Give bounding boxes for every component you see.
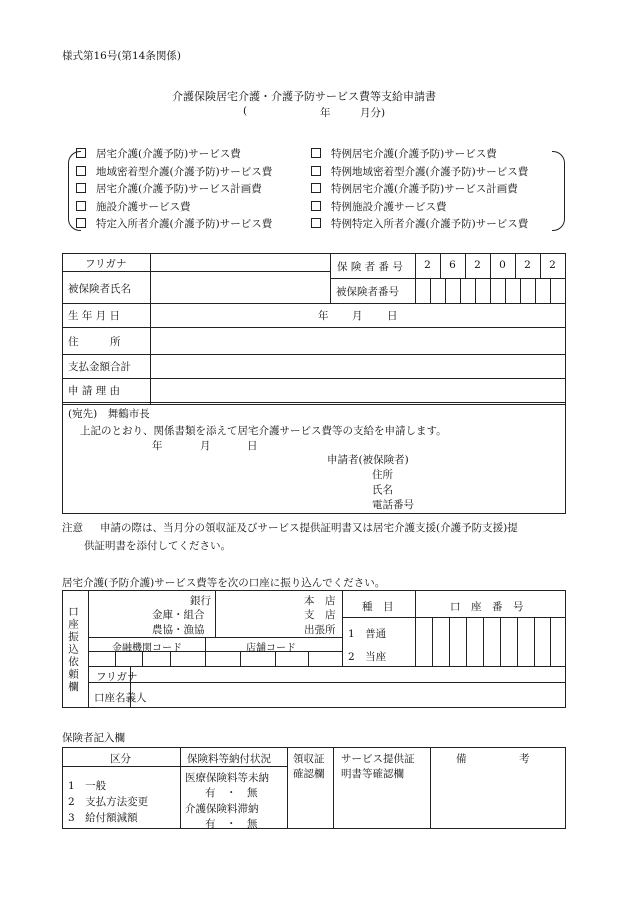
medical-unpaid: 医療保険料等未納 [185, 772, 269, 784]
date-month: 月 [200, 440, 211, 452]
service-checkbox-item[interactable] [311, 146, 497, 161]
applicant-phone: 電話番号 [372, 499, 414, 511]
service-checkbox-item[interactable] [311, 164, 528, 179]
branch-shucchosho: 出張所 [304, 624, 336, 636]
service-label: 地域密着型介護(介護予防)サービス費 [96, 165, 273, 178]
furigana-label: フリガナ [85, 258, 127, 270]
insurer-digit: 2 [474, 259, 481, 271]
bank-side-label: 口座振込依頼欄 [67, 606, 79, 694]
insurer-digit: 6 [449, 259, 456, 271]
service-label: 特例施設介護サービス費 [331, 200, 447, 213]
bank-type-kinko: 金庫・組合 [152, 609, 205, 621]
insurer-number-label: 保 険 者 番 号 [337, 261, 403, 273]
date-day: 日 [247, 440, 258, 452]
bank-type-bank: 銀行 [190, 595, 211, 607]
note-line1: 申請の際は、当月分の領収証及びサービス提供証明書又は居宅介護支援(介護予防支援)提 [100, 522, 518, 534]
insurer-digit: 2 [524, 259, 531, 271]
branch-code-label: 店舗コード [246, 643, 296, 654]
service-check-2: 明書等確認欄 [341, 768, 404, 780]
service-label: 居宅介護(介護予防)サービス計画費 [96, 183, 262, 195]
right-brace [552, 151, 565, 231]
care-options: 有 ・ 無 [205, 818, 258, 830]
checkbox-icon[interactable] [311, 148, 321, 158]
checkbox-icon[interactable] [76, 218, 86, 228]
total-label: 支払金額合計 [68, 361, 131, 373]
checkbox-icon[interactable] [76, 166, 86, 176]
service-checkbox-item[interactable] [311, 181, 518, 196]
checkbox-icon[interactable] [311, 201, 321, 211]
service-checkbox-item[interactable] [311, 216, 528, 231]
kubun-item-1: 1 一般 [68, 780, 107, 792]
medical-options: 有 ・ 無 [205, 787, 258, 799]
form-title: 介護保険居宅介護・介護予防サービス費等支給申請書 [172, 90, 436, 103]
bank-type-nokyo: 農協・漁協 [152, 624, 205, 636]
service-checkbox-item[interactable] [311, 199, 447, 214]
period-year: 年 [320, 107, 331, 119]
kind-futsu: 1 普通 [348, 628, 387, 640]
kubun-header: 区分 [110, 753, 131, 765]
reason-label: 申 請 理 由 [68, 385, 121, 397]
birth-day: 日 [387, 310, 398, 322]
bank-code-label: 金融機関コード [112, 643, 182, 654]
address-label: 住 所 [68, 336, 121, 348]
receipt-check-2: 確認欄 [293, 768, 325, 780]
insurer-digit: 2 [549, 259, 556, 271]
care-unpaid: 介護保険料滞納 [185, 803, 259, 815]
account-holder-label: 口座名義人 [94, 692, 147, 704]
service-label: 施設介護サービス費 [96, 200, 191, 213]
branch-shiten: 支 店 [304, 609, 336, 621]
checkbox-icon[interactable] [76, 201, 86, 211]
insurer-digit: 0 [499, 259, 506, 271]
birth-year: 年 [318, 310, 329, 322]
insurer-digit: 2 [424, 259, 431, 271]
service-label: 特例居宅介護(介護予防)サービス費 [331, 148, 497, 160]
service-checkbox-item[interactable] [76, 146, 241, 161]
account-number-label: 口 座 番 号 [450, 601, 524, 613]
bank-intro: 居宅介護(予防介護)サービス費等を次の口座に振り込んでください。 [62, 577, 386, 589]
service-label: 特定入所者介護(介護予防)サービス費 [96, 218, 273, 230]
checkbox-icon[interactable] [76, 183, 86, 193]
date-year: 年 [152, 440, 163, 452]
birth-month: 月 [352, 310, 363, 322]
service-label: 特例地域密着型介護(介護予防)サービス費 [331, 165, 529, 178]
service-checkbox-item[interactable] [76, 199, 191, 214]
bank-furigana-label: フリガナ [96, 671, 138, 683]
service-checkbox-item[interactable] [76, 164, 272, 179]
service-label: 居宅介護(介護予防)サービス費 [96, 148, 241, 160]
checkbox-icon[interactable] [311, 183, 321, 193]
service-checkbox-item[interactable] [76, 181, 262, 196]
payment-status-header: 保険料等納付状況 [187, 753, 271, 765]
note-label: 注意 [62, 522, 83, 534]
applicant-name: 氏名 [372, 484, 393, 496]
addressee: (宛先) 舞鶴市長 [68, 408, 150, 420]
checkbox-icon[interactable] [311, 218, 321, 228]
insurer-section-title: 保険者記入欄 [62, 732, 125, 744]
period-open: ( [243, 105, 248, 117]
birthdate-label: 生 年 月 日 [68, 310, 121, 322]
applicant-address: 住所 [372, 469, 393, 481]
remarks-header: 備 考 [456, 753, 530, 765]
form-number: 様式第16号(第14条関係) [62, 50, 181, 62]
branch-honten: 本 店 [304, 595, 336, 607]
service-label: 特例特定入所者介護(介護予防)サービス費 [331, 218, 529, 230]
kind-label: 種 目 [362, 601, 394, 613]
insured-number-label: 被保険者番号 [336, 286, 399, 298]
checkbox-icon[interactable] [76, 148, 86, 158]
checkbox-icon[interactable] [311, 166, 321, 176]
insured-name-label: 被保険者氏名 [68, 283, 131, 295]
applicant-label: 申請者(被保険者) [327, 454, 409, 466]
kubun-item-3: 3 給付額減額 [68, 812, 138, 824]
service-checkbox-item[interactable] [76, 216, 272, 231]
period-month: 月分) [360, 107, 386, 119]
kubun-item-2: 2 支払方法変更 [68, 796, 149, 808]
note-line2: 供証明書を添付してください。 [84, 540, 231, 552]
service-check-1: サービス提供証 [341, 753, 415, 765]
service-label: 特例居宅介護(介護予防)サービス計画費 [331, 183, 518, 195]
statement: 上記のとおり、関係書類を添えて居宅介護サービス費等の支給を申請します。 [80, 425, 447, 437]
receipt-check-1: 領収証 [293, 753, 325, 765]
kind-toza: 2 当座 [348, 651, 387, 663]
